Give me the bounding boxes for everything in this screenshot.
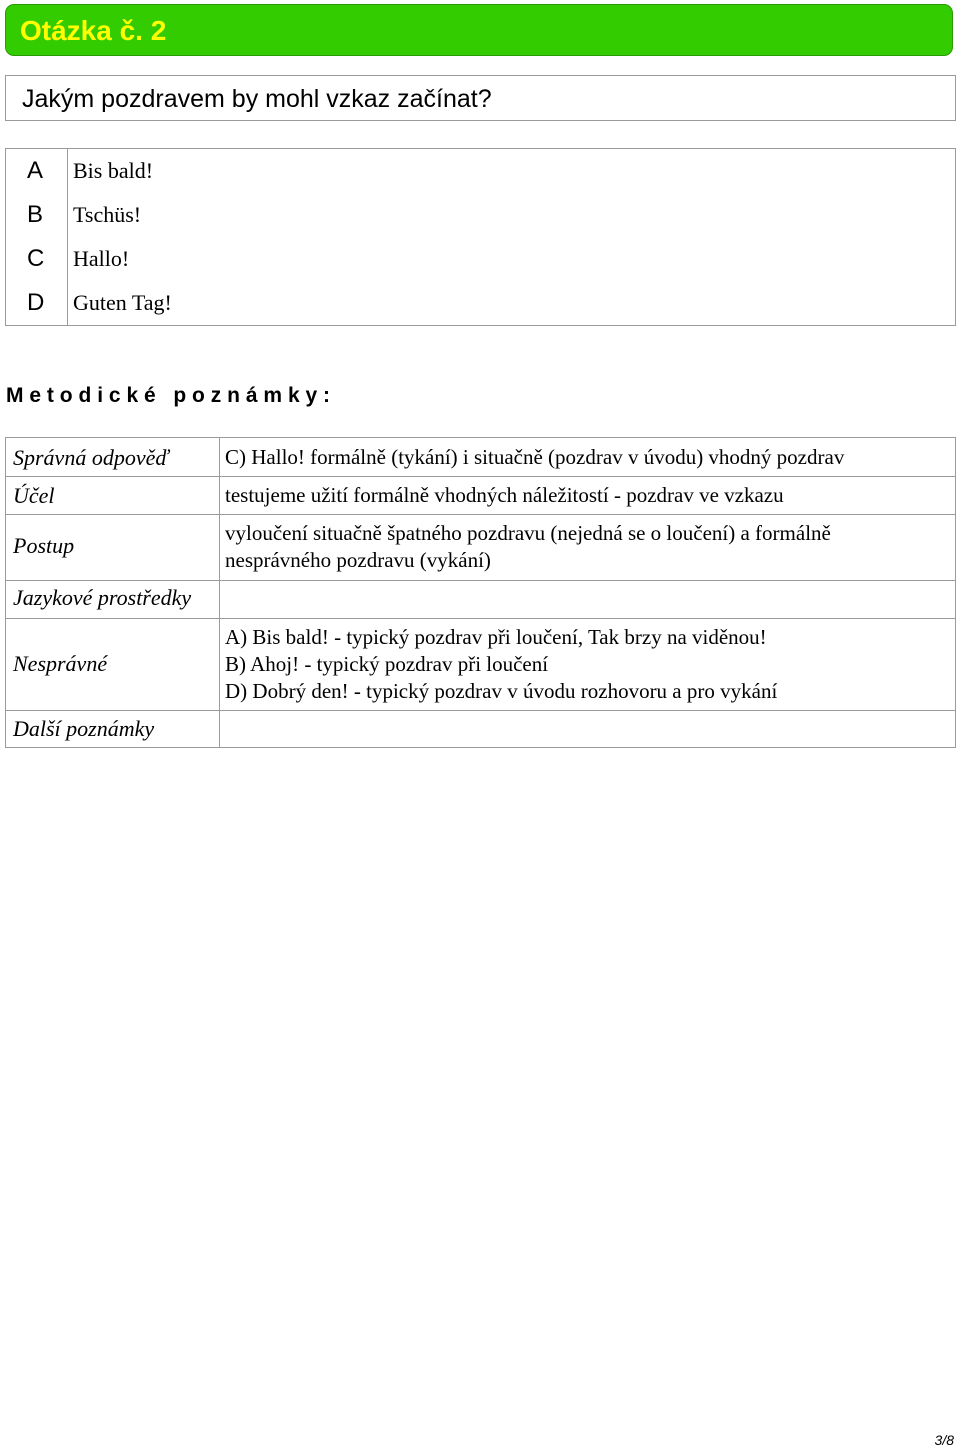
note-label-purpose: Účel (13, 483, 55, 508)
option-letter: B (27, 201, 44, 228)
note-value-procedure-line-1: vyloučení situačně špatného pozdravu (nejedná se o loučení) a formálně (225, 521, 831, 545)
option-text: Hallo! (73, 246, 130, 271)
note-value-purpose: testujeme užití formálně vhodných náležitostí - pozdrav ve vzkazu (225, 483, 784, 507)
option-c[interactable] (6, 237, 955, 281)
option-letter: D (27, 289, 45, 316)
option-letter: A (27, 157, 44, 184)
notes-column-divider (219, 438, 220, 747)
question-header (5, 4, 953, 56)
question-box (5, 75, 956, 121)
option-a[interactable] (6, 149, 955, 193)
option-d[interactable] (6, 281, 955, 325)
note-label-correct-answer: Správná odpověď (13, 445, 169, 470)
question-number-title: Otázka č. 2 (20, 15, 167, 46)
note-label-procedure: Postup (13, 533, 75, 558)
option-b[interactable] (6, 193, 955, 237)
note-label-other-notes: Další poznámky (13, 716, 155, 741)
note-label-language-means: Jazykové prostředky (13, 585, 192, 610)
option-text: Bis bald! (73, 158, 154, 183)
option-text: Tschüs! (73, 202, 142, 227)
option-letter: C (27, 245, 45, 272)
methodical-notes-table (5, 437, 956, 748)
page-number: 3/8 (934, 1432, 954, 1448)
answer-options (5, 148, 956, 326)
note-value-incorrect-line-1: A) Bis bald! - typický pozdrav při loučení, Tak brzy na viděnou! (225, 625, 767, 649)
note-label-incorrect: Nesprávné (13, 651, 108, 676)
note-value-incorrect-line-3: D) Dobrý den! - typický pozdrav v úvodu rozhovoru a pro vykání (225, 679, 778, 703)
option-text: Guten Tag! (73, 290, 172, 315)
notes-row-divider (6, 618, 955, 619)
notes-row-divider (6, 710, 955, 711)
note-value-incorrect-line-2: B) Ahoj! - typický pozdrav při loučení (225, 652, 549, 676)
notes-row-divider (6, 514, 955, 515)
note-value-correct-answer: C) Hallo! formálně (tykání) i situačně (pozdrav v úvodu) vhodný pozdrav (225, 445, 845, 469)
notes-row-divider (6, 476, 955, 477)
note-value-procedure-line-2: nesprávného pozdravu (vykání) (225, 548, 491, 572)
methodical-notes-heading: Metodické poznámky: (6, 384, 336, 407)
question-text: Jakým pozdravem by mohl vzkaz začínat? (22, 85, 492, 113)
notes-row-divider (6, 580, 955, 581)
